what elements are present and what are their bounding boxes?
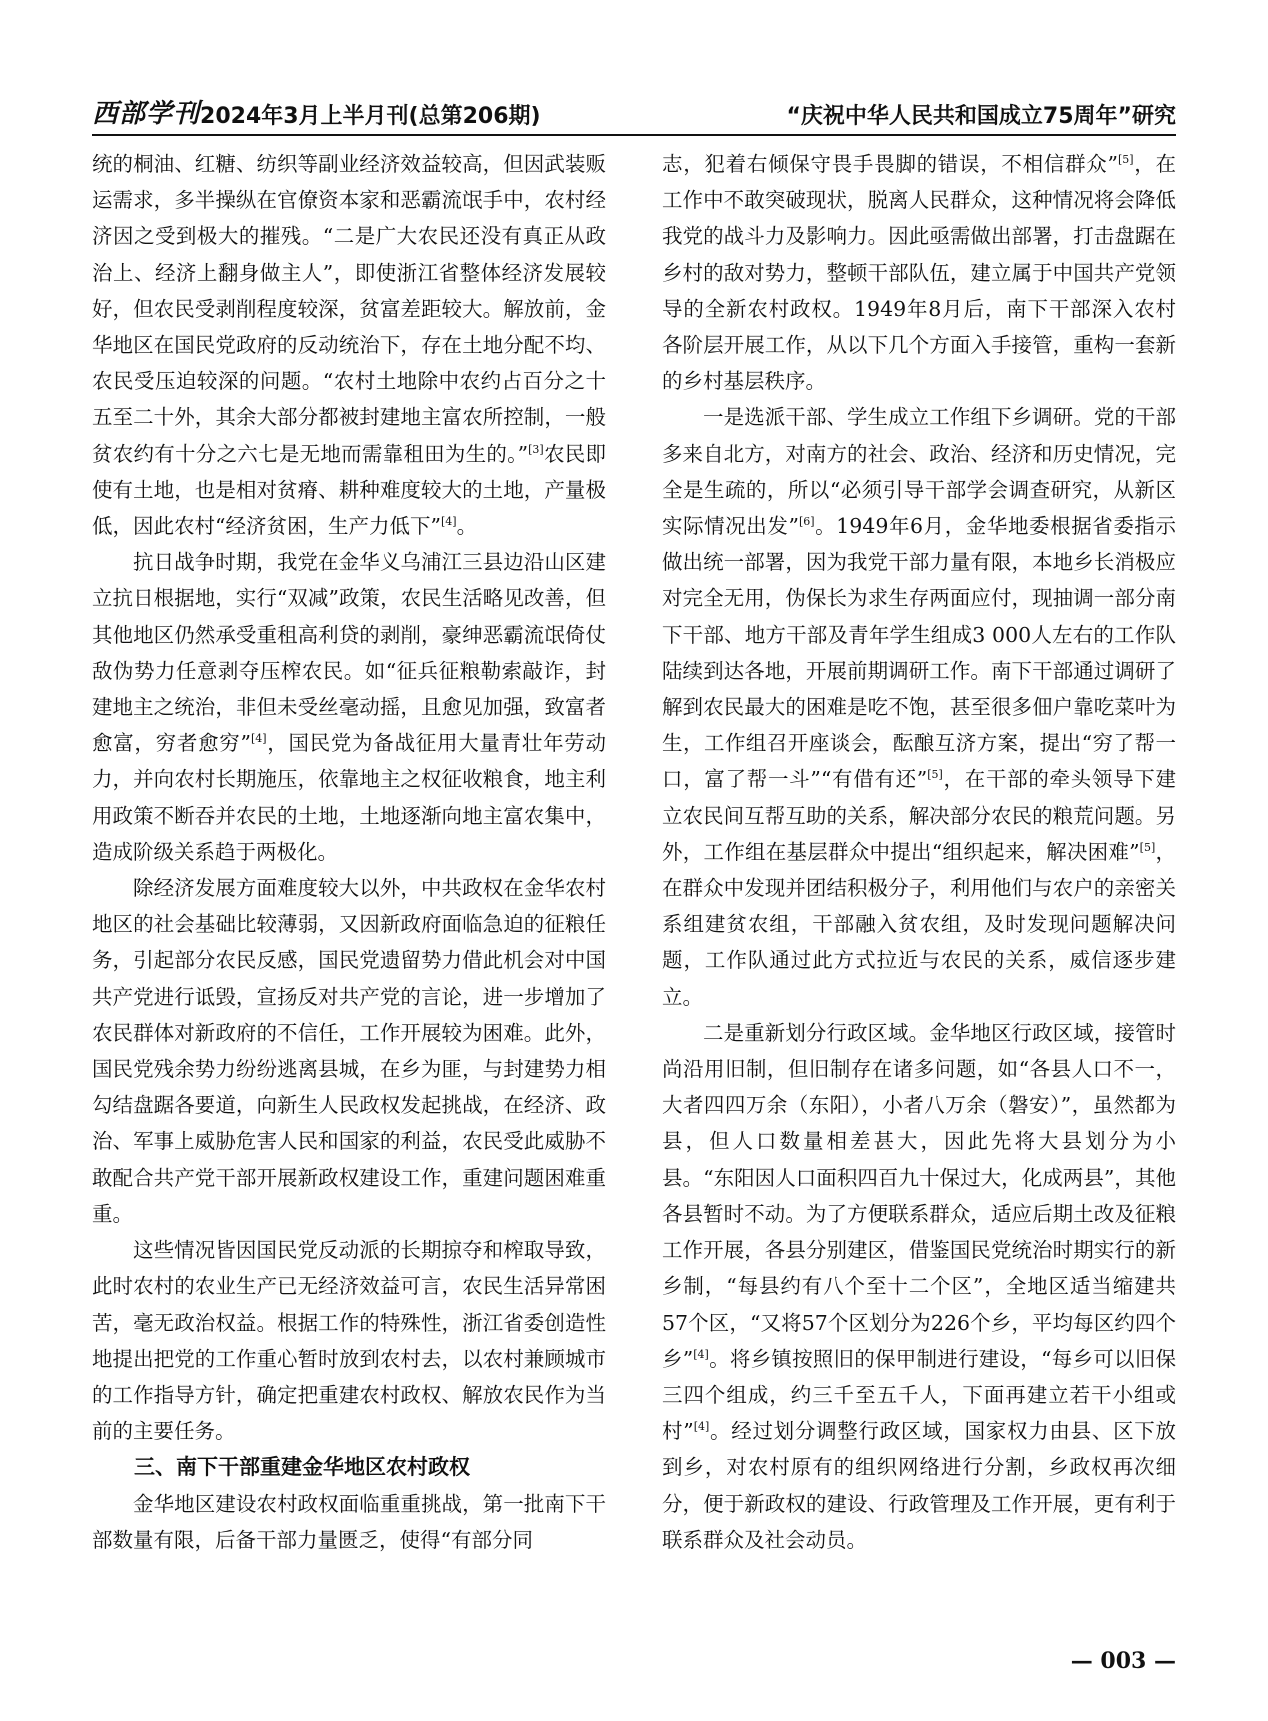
- paragraph-text: 。经过划分调整行政区域，国家权力由县、区下放到乡，对农村原有的组织网络进行分割，乡政权再次细分，便于新政权的建设、行政管理及工作开展，更有利于联系群众及社会动员。: [662, 1419, 1177, 1552]
- citation-ref: [4]: [250, 732, 267, 746]
- paragraph-text: ，在干部的牵头领导下建立农民间互帮互助的关系，解决部分农民的粮荒问题。另外，工作组在基层群众中提出“组织起来，解决困难”: [662, 767, 1176, 864]
- citation-ref: [6]: [798, 515, 815, 529]
- paragraph: [92, 146, 606, 544]
- paragraph-text: 一是选派干部、学生成立工作组下乡调研。党的干部多来自北方，对南方的社会、政治、经济和历史情况，完全是生疏的，所以“必须引导干部学会调查研究，从新区实际情况出发”: [662, 405, 1176, 539]
- paragraph-text: 这些情况皆因国民党反动派的长期掠夺和榨取导致，此时农村的农业生产已无经济效益可言，农民生活异常困苦，毫无政治权益。根据工作的特殊性，浙江省委创造性地提出把党的工作重心暂时放到农村去，以农村兼顾城市的工作指导方针，确定把重建农村政权、解放农民作为当前的主要任务。: [92, 1238, 606, 1444]
- paragraph-text: ，在工作中不敢突破现状，脱离人民群众，这种情况将会降低我党的战斗力及影响力。因此亟需做出部署，打击盘踞在乡村的敌对势力，整顿干部队伍，建立属于中国共产党领导的全新农村政权。1949年8月后，南下干部深入农村各阶层开展工作，从以下几个方面入手接管，重构一套新的乡村基层秩序。: [662, 152, 1177, 394]
- paragraph-text: 。1949年6月，金华地委根据省委指示做出统一部署，因为我党干部力量有限，本地乡长消极应对完全无用，伪保长为求生存两面应付，现抽调一部分南下干部、地方干部及青年学生组成3 000人左右的工作队陆续到达各地，开展前期调研工作。南下干部通过调研了解到农民最大的困难是吃不饱，甚至很多佃户靠吃菜叶为生，工作组召开座谈会，酝酿互济方案，提出“穷了帮一口，富了帮一斗”“有借有还”: [662, 514, 1176, 792]
- page-number: — 003 —: [1070, 1648, 1176, 1674]
- paragraph-text: 农民即使有土地，也是相对贫瘠、耕种难度较大的土地，产量极低，因此农村“经济贫困，生产力低下”: [92, 441, 607, 539]
- paragraph: [662, 1015, 1176, 1558]
- right-column: [662, 146, 1176, 1558]
- paragraph-text: 。将乡镇按照旧的保甲制进行建设，“每乡可以旧保三四个组成，约三千至五千人，下面再建立若干小组或村”: [662, 1346, 1176, 1444]
- citation-ref: [5]: [1117, 153, 1134, 167]
- paragraph: [662, 399, 1176, 1014]
- paragraph: [662, 146, 1176, 399]
- running-header: [92, 86, 1176, 130]
- paragraph-text: 统的桐油、红糖、纺织等副业经济效益较高，但因武装贩运需求，多半操纵在官僚资本家和恶霸流氓手中，农村经济因之受到极大的摧残。“二是广大农民还没有真正从政治上、经济上翻身做主人”，即使浙江省整体经济发展较好，但农民受剥削程度较深，贫富差距较大。解放前，金华地区在国民党政府的反动统治下，存在土地分配不均、农民受压迫较深的问题。“农村土地除中农约占百分之十五至二十外，其余大部分都被封建地主富农所控制，一般贫农约有十分之六七是无地而需靠租田为生的。”: [92, 152, 606, 466]
- citation-ref: [4]: [440, 515, 457, 529]
- paragraph-text: ，在群众中发现并团结积极分子，利用他们与农户的亲密关系组建贫农组，干部融入贫农组，及时发现问题解决问题，工作队通过此方式拉近与农民的关系，威信逐步建立。: [662, 839, 1176, 1009]
- paragraph: [92, 544, 606, 870]
- paragraph-text: 除经济发展方面难度较大以外，中共政权在金华农村地区的社会基础比较薄弱，又因新政府面临急迫的征粮任务，引起部分农民反感，国民党遗留势力借此机会对中国共产党进行诋毁，宣扬反对共产党的言论，进一步增加了农民群体对新政府的不信任，工作开展较为困难。此外，国民党残余势力纷纷逃离县城，在乡为匪，与封建势力相勾结盘踞各要道，向新生人民政权发起挑战，在经济、政治、军事上威胁危害人民和国家的利益，农民受此威胁不敢配合共产党干部开展新政权建设工作，重建问题困难重重。: [92, 876, 606, 1226]
- section-heading: 三、南下干部重建金华地区农村政权: [134, 1455, 470, 1480]
- paragraph: [92, 1486, 606, 1558]
- citation-ref: [5]: [927, 768, 943, 782]
- citation-ref: [4]: [693, 1347, 709, 1361]
- paragraph-text: 抗日战争时期，我党在金华义乌浦江三县边沿山区建立抗日根据地，实行“双减”政策，农民生活略见改善，但其他地区仍然承受重租高利贷的剥削，豪绅恶霸流氓倚仗敌伪势力任意剥夺压榨农民。如“征兵征粮勒索敲诈，封建地主之统治，非但未受丝毫动摇，且愈见加强，致富者愈富，穷者愈穷”: [92, 550, 606, 756]
- journal-logo: 西部学刊: [92, 99, 201, 129]
- paragraph-text: 金华地区建设农村政权面临重重挑战，第一批南下干部数量有限，后备干部力量匮乏，使得“有部分同: [92, 1491, 606, 1552]
- citation-ref: [4]: [693, 1420, 710, 1434]
- paragraph: [92, 1232, 606, 1449]
- issue-info: 2024年3月上半月刊(总第206期): [200, 104, 541, 129]
- paragraph-text: 。: [456, 514, 478, 539]
- paragraph-text: ，国民党为备战征用大量青壮年劳动力，并向农村长期施压，依靠地主之权征收粮食，地主利用政策不断吞并农民的土地，土地逐渐向地主富农集中，造成阶级关系趋于两极化。: [92, 731, 607, 864]
- citation-ref: [3]: [528, 442, 544, 456]
- paragraph: [92, 870, 606, 1232]
- paragraph-text: 二是重新划分行政区域。金华地区行政区域，接管时尚沿用旧制，但旧制存在诸多问题，如“各县人口不一，大者四四万余（东阳），小者八万余（磐安）”，虽然都为县，但人口数量相差甚大，因此先将大县划分为小县。“东阳因人口面积四百九十保过大，化成两县”，其他各县暂时不动。为了方便联系群众，适应后期土改及征粮工作开展，各县分别建区，借鉴国民党统治时期实行的新乡制，“每县约有八个至十二个区”，全地区适当缩建共57个区，“又将57个区划分为226个乡，平均每区约四个乡”: [662, 1020, 1176, 1371]
- paragraph-text: 志，犯着右倾保守畏手畏脚的错误，不相信群众”: [662, 152, 1118, 176]
- header-rule: [92, 134, 1176, 136]
- citation-ref: [5]: [1139, 841, 1156, 855]
- header-left: [92, 93, 541, 130]
- left-column: [92, 146, 606, 1558]
- special-column-title: “庆祝中华人民共和国成立75周年”研究: [786, 104, 1176, 129]
